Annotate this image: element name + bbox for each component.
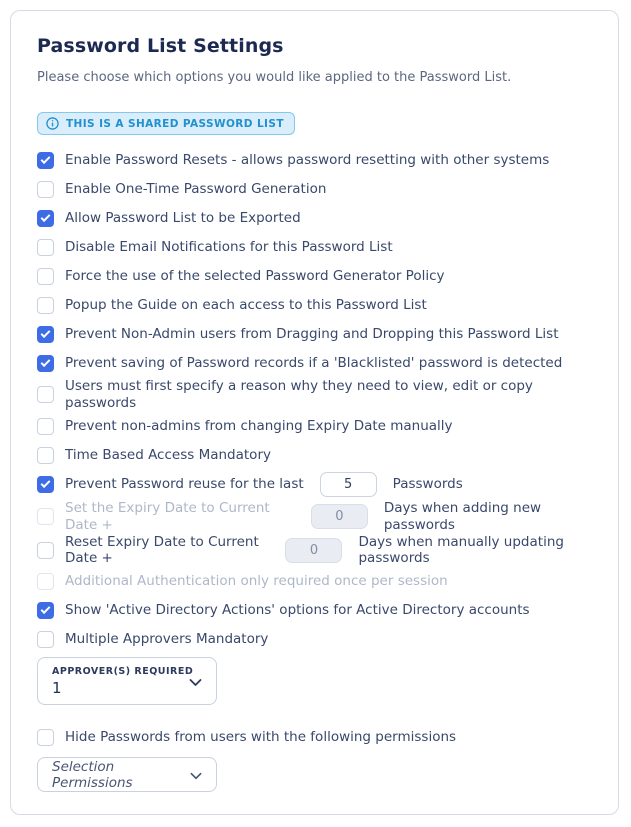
option-label: Hide Passwords from users with the following permissions — [65, 729, 457, 746]
approvers-required-select[interactable] — [37, 657, 217, 705]
option-label: Popup the Guide on each access to this Password List — [65, 297, 427, 314]
check-icon — [41, 328, 51, 338]
option-prevent-expiry-date-change[interactable] — [37, 412, 592, 441]
password-reuse-count-input[interactable] — [320, 472, 377, 497]
checkbox[interactable] — [37, 631, 54, 648]
option-label: Allow Password List to be Exported — [65, 210, 301, 227]
options-list — [37, 146, 592, 792]
option-label: Enable One-Time Password Generation — [65, 181, 327, 198]
checkbox — [37, 508, 54, 525]
option-prevent-blacklisted-passwords[interactable] — [37, 349, 592, 378]
option-label: Time Based Access Mandatory — [65, 446, 271, 463]
checkbox[interactable] — [37, 418, 54, 435]
option-disable-email-notifications[interactable] — [37, 233, 592, 262]
check-icon — [41, 357, 51, 367]
option-one-time-password[interactable] — [37, 175, 592, 204]
chevron-down-icon — [189, 672, 202, 691]
option-label: Prevent saving of Password records if a 'Blacklisted' password is detected — [65, 355, 563, 372]
password-list-settings-card — [10, 10, 619, 815]
option-label: Set the Expiry Date to Current Date + — [65, 499, 270, 533]
option-suffix: Days when adding new passwords — [383, 499, 542, 533]
option-label: Show 'Active Directory Actions' options for Active Directory accounts — [65, 602, 530, 619]
option-reset-expiry-on-update[interactable] — [37, 534, 592, 568]
page-subtitle: Please choose which options you would like applied to the Password List. — [37, 70, 512, 85]
checkbox[interactable] — [37, 239, 54, 256]
approvers-required-value: 1 — [52, 679, 62, 698]
option-label: Disable Email Notifications for this Password List — [65, 239, 393, 256]
checkbox[interactable] — [37, 542, 54, 559]
checkbox[interactable] — [37, 268, 54, 285]
option-multiple-approvers[interactable] — [37, 625, 592, 654]
check-icon — [41, 604, 51, 614]
option-enable-password-resets[interactable] — [37, 146, 592, 175]
checkbox[interactable] — [37, 181, 54, 198]
expiry-days-add-input — [311, 504, 368, 529]
page-title: Password List Settings — [37, 35, 284, 57]
option-popup-guide[interactable] — [37, 291, 592, 320]
option-require-reason[interactable] — [37, 378, 592, 412]
option-suffix: Passwords — [392, 476, 463, 493]
option-show-ad-actions[interactable] — [37, 596, 592, 625]
option-hide-passwords[interactable] — [37, 723, 592, 752]
checkbox[interactable] — [37, 602, 54, 619]
option-label: Force the use of the selected Password Generator Policy — [65, 268, 445, 285]
option-time-based-access[interactable] — [37, 441, 592, 470]
info-icon — [46, 117, 59, 130]
option-label: Prevent non-admins from changing Expiry Date manually — [65, 417, 453, 434]
checkbox[interactable] — [37, 355, 54, 372]
option-label: Reset Expiry Date to Current Date + — [65, 533, 259, 567]
checkbox[interactable] — [37, 447, 54, 464]
badge-label: THIS IS A SHARED PASSWORD LIST — [66, 117, 284, 130]
checkbox[interactable] — [37, 326, 54, 343]
check-icon — [41, 212, 51, 222]
checkbox — [37, 573, 54, 590]
check-icon — [41, 154, 51, 164]
check-icon — [41, 478, 51, 488]
checkbox[interactable] — [37, 152, 54, 169]
option-label: Additional Authentication only required once per session — [65, 573, 448, 590]
selection-permissions-value: Selection Permissions — [52, 758, 133, 791]
option-label: Users must first specify a reason why they need to view, edit or copy passwords — [65, 378, 533, 411]
option-label: Multiple Approvers Mandatory — [65, 631, 269, 648]
option-prevent-drag-drop[interactable] — [37, 320, 592, 349]
option-set-expiry-on-add — [37, 500, 592, 534]
chevron-down-icon — [190, 765, 202, 784]
selection-permissions-select[interactable] — [37, 757, 217, 792]
approvers-required-label: APPROVER(S) REQUIRED — [52, 666, 194, 678]
option-label: Prevent Non-Admin users from Dragging and Dropping this Password List — [65, 326, 559, 343]
option-force-password-generator-policy[interactable] — [37, 262, 592, 291]
checkbox[interactable] — [37, 210, 54, 227]
option-allow-export[interactable] — [37, 204, 592, 233]
checkbox[interactable] — [37, 476, 54, 493]
option-prevent-password-reuse[interactable] — [37, 470, 592, 500]
option-suffix: Days when manually updating passwords — [358, 533, 564, 567]
checkbox[interactable] — [37, 386, 54, 403]
spacer — [37, 705, 592, 723]
expiry-days-update-input — [285, 538, 342, 563]
option-label: Prevent Password reuse for the last — [65, 476, 304, 493]
option-label: Enable Password Resets - allows password resetting with other systems — [65, 152, 550, 169]
shared-password-list-badge — [37, 112, 295, 135]
checkbox[interactable] — [37, 729, 54, 746]
checkbox[interactable] — [37, 297, 54, 314]
option-additional-auth-once — [37, 567, 592, 596]
